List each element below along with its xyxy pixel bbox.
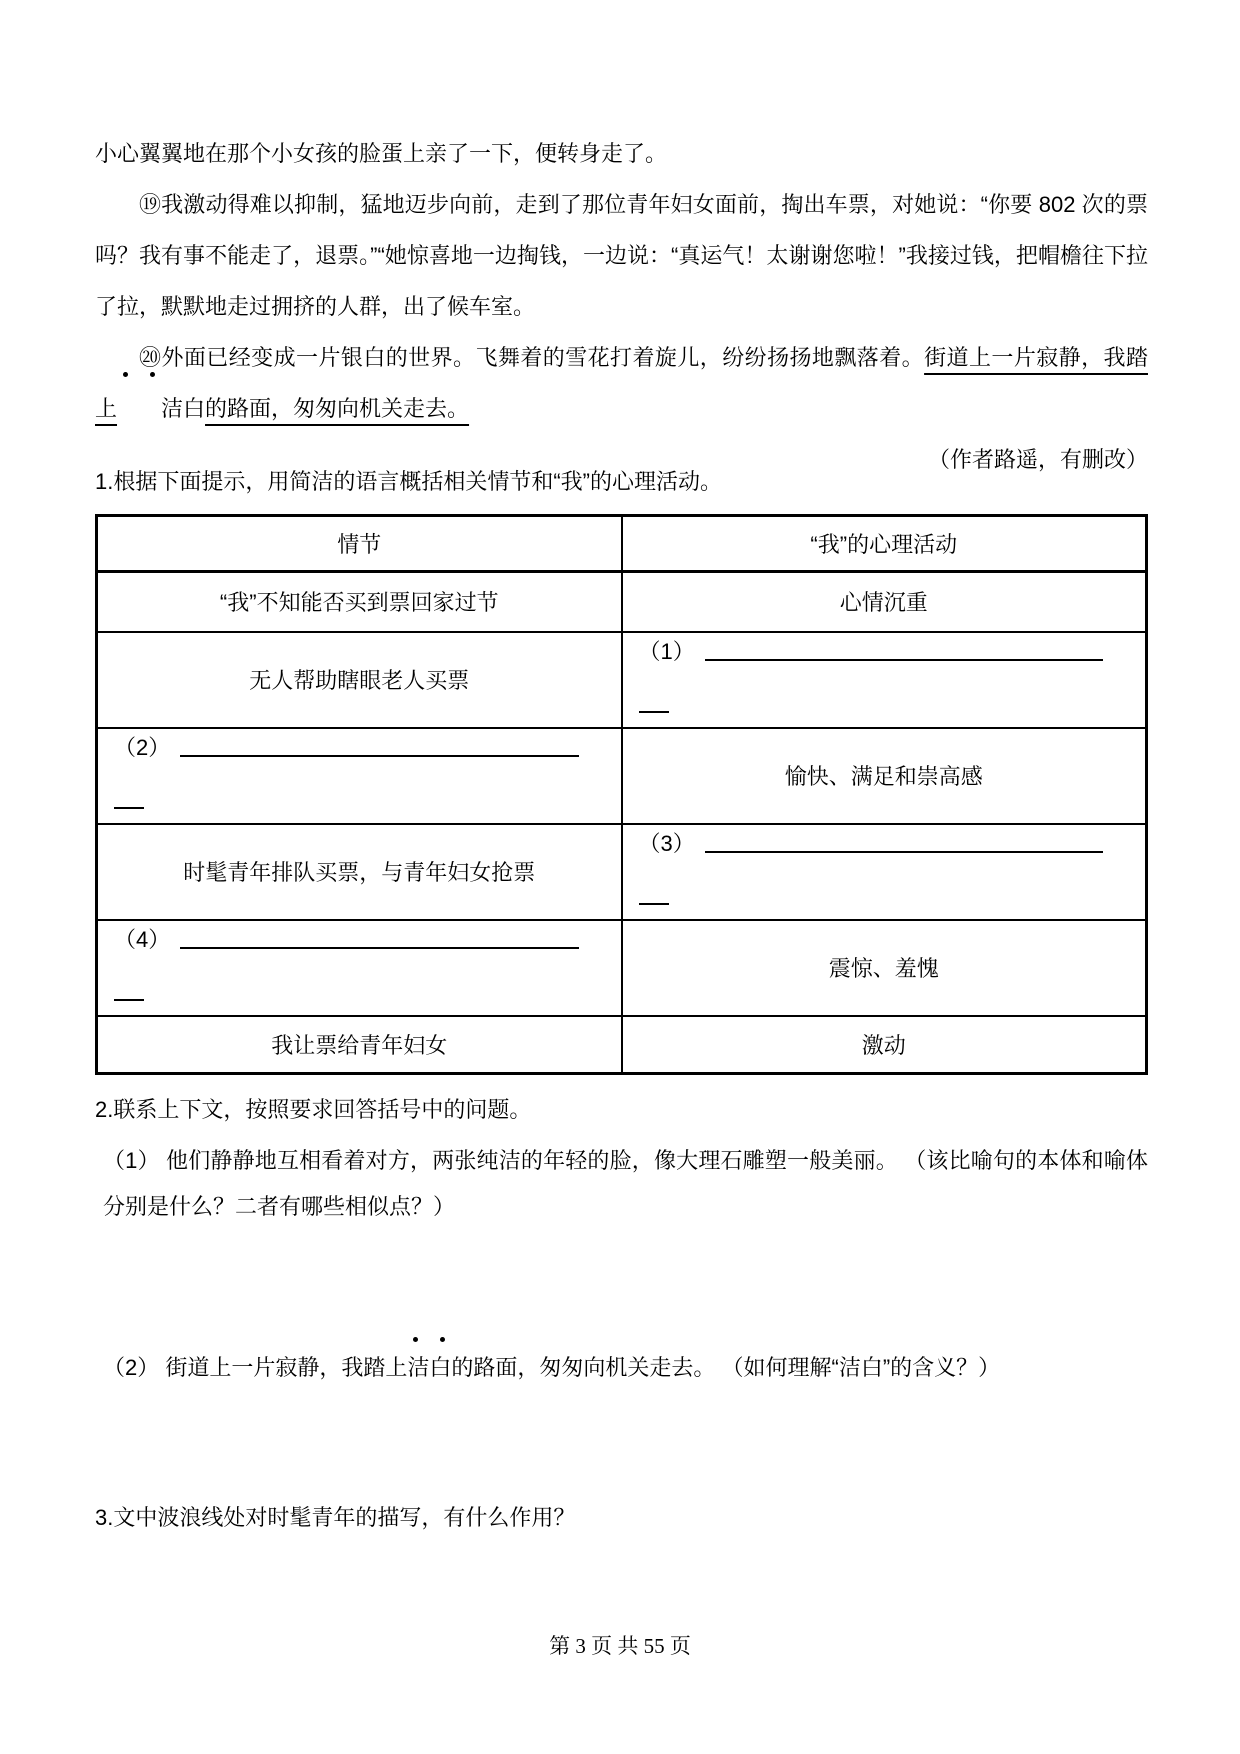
paragraph-19-marker: ⑲ bbox=[139, 192, 162, 217]
emphasized-word bbox=[407, 1348, 451, 1388]
question-3-block bbox=[95, 1498, 1148, 1538]
answer-blank bbox=[114, 731, 605, 820]
table-row bbox=[97, 572, 1147, 632]
answer-line bbox=[180, 947, 578, 949]
question-2-item-2 bbox=[95, 1348, 1148, 1388]
emphasized-word-text: 洁白 bbox=[407, 1355, 452, 1380]
answer-line bbox=[705, 659, 1103, 661]
passage-paragraph-end bbox=[95, 128, 1148, 179]
question-1-block bbox=[95, 462, 1148, 1075]
table-cell-psychology: 震惊、羞愧 bbox=[622, 920, 1147, 1016]
question-2-item-2-prefix: （2） 街道上一片寂静，我踏上 bbox=[103, 1355, 408, 1380]
blank-label: （3） bbox=[638, 831, 695, 856]
question-1-text: 1.根据下面提示，用简洁的语言概括相关情节和“我”的心理活动。 bbox=[95, 469, 723, 494]
table-cell-psychology: 心情沉重 bbox=[622, 572, 1147, 632]
answer-blank-cell-3 bbox=[622, 824, 1147, 920]
table-cell-plot: 无人帮助瞎眼老人买票 bbox=[97, 632, 622, 728]
column-header-psychology: “我”的心理活动 bbox=[622, 516, 1147, 572]
answer-line-continuation bbox=[639, 711, 669, 713]
answer-line-continuation bbox=[114, 807, 144, 809]
answer-blank-cell-1 bbox=[622, 632, 1147, 728]
paragraph-20-text: 外面已经变成一片银白的世界。飞舞着的雪花打着旋儿，纷纷扬扬地飘落着。 bbox=[161, 345, 925, 370]
table-row bbox=[97, 728, 1147, 824]
answer-line bbox=[705, 851, 1103, 853]
emphasis-dot-icon bbox=[440, 1337, 445, 1342]
emphasis-dot-icon bbox=[123, 372, 128, 377]
question-2-block bbox=[95, 1090, 1148, 1230]
table-row bbox=[97, 1016, 1147, 1074]
emphasis-dot-icon bbox=[150, 372, 155, 377]
paragraph-20-marker: ⑳ bbox=[139, 345, 162, 370]
answer-blank bbox=[639, 827, 1130, 916]
page-footer: 第 3 页 共 55 页 bbox=[549, 1634, 691, 1658]
passage-paragraph-19 bbox=[95, 179, 1148, 332]
table-cell-plot: “我”不知能否买到票回家过节 bbox=[97, 572, 622, 632]
table-cell-psychology: 愉快、满足和崇高感 bbox=[622, 728, 1147, 824]
emphasis-dot-icon bbox=[413, 1337, 418, 1342]
answer-line-continuation bbox=[114, 999, 144, 1001]
underlined-sentence-part2: 的路面，匆匆向机关走去。 bbox=[205, 396, 470, 421]
question-3-text: 3.文中波浪线处对时髦青年的描写，有什么作用？ bbox=[95, 1505, 576, 1530]
table-cell-plot: 时髦青年排队买票，与青年妇女抢票 bbox=[97, 824, 622, 920]
answer-blank bbox=[639, 635, 1130, 724]
blank-label: （4） bbox=[114, 927, 171, 952]
plot-psychology-table bbox=[95, 514, 1148, 1075]
underlined-sentence-part1: 街道上一片寂静，我踏上 bbox=[95, 345, 1148, 421]
emphasized-word bbox=[117, 383, 205, 434]
table-row bbox=[97, 632, 1147, 728]
table-header-row bbox=[97, 516, 1147, 572]
emphasized-word-text: 洁白 bbox=[161, 396, 206, 421]
author-attribution: （作者路遥，有删改） bbox=[927, 447, 1148, 472]
blank-label: （1） bbox=[638, 639, 695, 664]
answer-blank-cell-4 bbox=[97, 920, 622, 1016]
question-2-item-1: （1） 他们静静地互相看着对方，两张纯洁的年轻的脸，像大理石雕塑一般美丽。 （该比喻句的本体和喻体分别是什么？二者有哪些相似点？） bbox=[103, 1148, 1148, 1219]
column-header-plot: 情节 bbox=[97, 516, 622, 572]
table-row bbox=[97, 824, 1147, 920]
blank-label: （2） bbox=[114, 735, 171, 760]
answer-blank-cell-2 bbox=[97, 728, 622, 824]
question-2-item-2-suffix: 的路面，匆匆向机关走去。 （如何理解“洁白”的含义？） bbox=[451, 1355, 1001, 1380]
passage-paragraph-20 bbox=[95, 332, 1148, 434]
table-row bbox=[97, 920, 1147, 1016]
answer-blank bbox=[114, 923, 605, 1012]
table-cell-plot: 我让票给青年妇女 bbox=[97, 1016, 622, 1074]
passage-line: 小心翼翼地在那个小女孩的脸蛋上亲了一下，便转身走了。 bbox=[95, 141, 668, 166]
question-2-text: 2.联系上下文，按照要求回答括号中的问题。 bbox=[95, 1097, 532, 1122]
answer-line-continuation bbox=[639, 903, 669, 905]
table-cell-psychology: 激动 bbox=[622, 1016, 1147, 1074]
answer-line bbox=[180, 755, 578, 757]
reading-passage bbox=[95, 128, 1148, 485]
paragraph-19-text: 我激动得难以抑制，猛地迈步向前，走到了那位青年妇女面前，掏出车票，对她说：“你要 802 次的票吗？我有事不能走了，退票。”“她惊喜地一边掏钱，一边说：“真运气！太谢谢您啦！”我接过钱，把帽檐往下拉了拉，默默地走过拥挤的人群，出了候车室。 bbox=[95, 192, 1148, 319]
